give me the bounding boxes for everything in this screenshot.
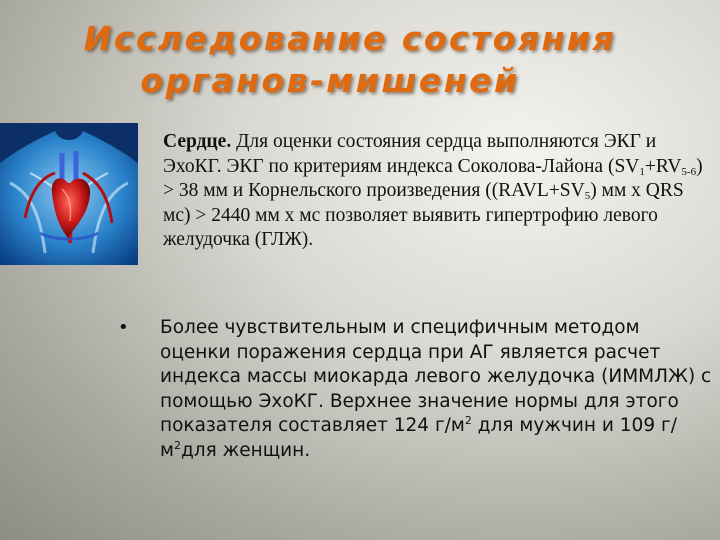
paragraph-lvmi	[160, 316, 715, 463]
title-line-1: Исследование состояния	[83, 19, 617, 58]
subscript-5: 5	[584, 190, 591, 202]
paragraph2-text-3: для женщин.	[180, 439, 311, 461]
subscript-1: 1	[639, 165, 645, 178]
subscript-5-6: 5-6	[681, 165, 697, 178]
heart-anatomy-icon	[0, 123, 138, 265]
title-line-2: органов-мишеней	[140, 61, 520, 100]
superscript-2a: 2	[464, 414, 472, 427]
paragraph2-text-1: Более чувствительным и специфичным методом оценки поражения сердца при АГ является расчет индекса массы миокарда левого желудочка (ИММЛЖ) с помощью ЭхоКГ. Верхнее значение нормы для этого показателя составляет 124 г/м	[160, 317, 712, 436]
paragraph1-text-2: +RV	[644, 155, 682, 177]
paragraph1-text-3: ) > 38 мм и Корнельского произведения ((RAVL+SV	[163, 155, 703, 201]
heart-label: Сердце.	[163, 131, 232, 152]
paragraph-heart	[163, 130, 708, 253]
bullet-icon: •	[118, 317, 129, 338]
paragraph1-text-1: Для оценки состояния сердца выполняются ЭКГ и ЭхоКГ. ЭКГ по критериям индекса Соколова-Лайона (SV	[163, 131, 657, 177]
slide-title	[0, 18, 720, 102]
superscript-2b: 2	[173, 438, 181, 452]
paragraph1-text-4: ) мм х QRS мс) > 2440 мм х мс позволяет выявить гипертрофию левого желудочка (ГЛЖ).	[163, 180, 684, 250]
paragraph2-text-2: для мужчин и 109 г/м	[160, 415, 677, 461]
